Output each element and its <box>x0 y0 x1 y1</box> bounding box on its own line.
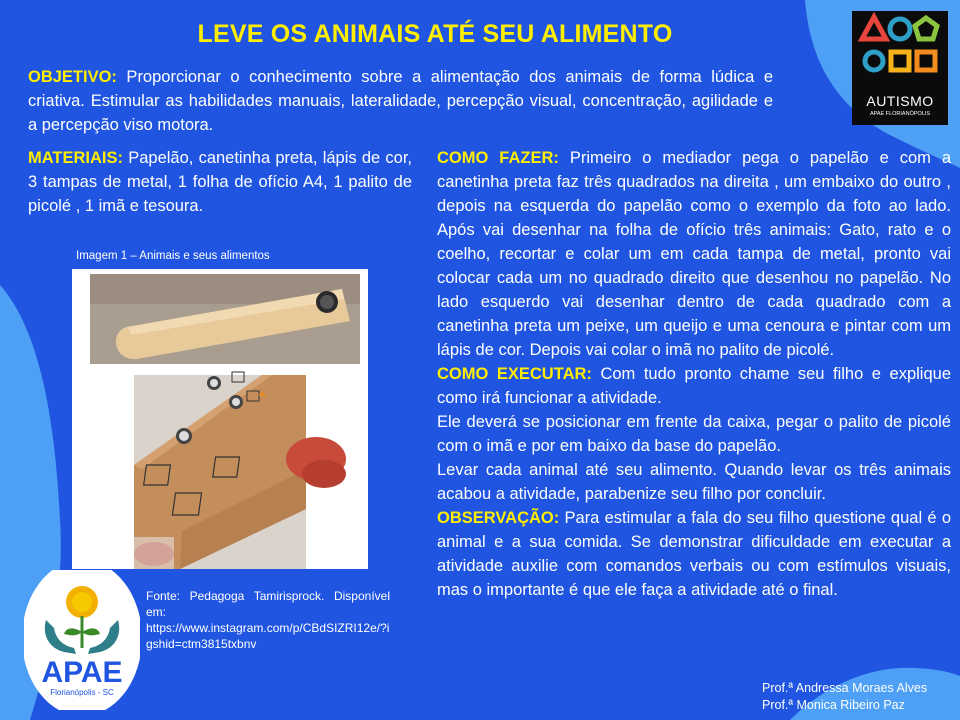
objetivo-label: OBJETIVO: <box>28 68 117 86</box>
observacao-label: OBSERVAÇÃO: <box>437 509 560 527</box>
observacao-text: Para estimular a fala do seu filho questione qual é o animal e a sua comida. Se demonstrar dificuldade em executar a atividade auxilie com comandos verbais ou com estímulos visuais, mas o importante é que ele faça a atividade até o final. <box>437 509 951 599</box>
autismo-logo-shapes <box>852 11 948 91</box>
autismo-logo <box>852 11 948 125</box>
image-caption: Imagem 1 – Animais e seus alimentos <box>76 250 270 262</box>
como-executar-line2: Ele deverá se posicionar em frente da caixa, pegar o palito de picolé com o imã e por em baixo da base do papelão. <box>437 413 951 455</box>
como-executar-paragraph <box>437 362 951 410</box>
como-executar-label: COMO EXECUTAR: <box>437 365 592 383</box>
objetivo-paragraph <box>28 65 773 137</box>
materiais-paragraph <box>28 146 412 218</box>
como-executar-line3: Levar cada animal até seu alimento. Quando levar os três animais acabou a atividade, parabenize seu filho por concluir. <box>437 461 951 503</box>
apae-logo-text: APAE <box>41 656 123 689</box>
como-executar-text: Com tudo pronto chame seu filho e explique como irá funcionar a atividade. <box>437 365 951 407</box>
autismo-logo-text: AUTISMO <box>866 93 934 109</box>
materiais-label: MATERIAIS: <box>28 149 124 167</box>
instructions-column <box>437 146 951 602</box>
apae-logo <box>24 570 140 710</box>
como-fazer-paragraph <box>437 146 951 362</box>
autismo-logo-subtext: APAE FLORIANÓPOLIS <box>869 111 931 117</box>
como-fazer-label: COMO FAZER: <box>437 149 559 167</box>
apae-logo-subtext: Florianópolis - SC <box>50 688 114 697</box>
page-title: LEVE OS ANIMAIS ATÉ SEU ALIMENTO <box>197 20 673 48</box>
authors <box>762 680 927 714</box>
como-fazer-text: Primeiro o mediador pega o papelão e com a canetinha preta faz três quadrados na direita , um embaixo do outro , depois na esquerda do papelão como o exemplo da foto ao lado. Após vai desenhar na folha de ofício três animais: Gato, rato e o coelho, recortar e colar um em cada tampa de metal, pronto vai colocar cada um no quadrado direito que desenhou no papelão. No lado esquerdo vai desenhar dentro de cada quadrado com a canetinha preta um peixe, um queijo e uma cenoura e pintar com um lápis de cor. Depois vai colar o imã no palito de picolé. <box>437 149 951 359</box>
source-text: Fonte: Pedagoga Tamirisprock. Disponível em: <box>146 589 390 619</box>
author-2: Prof.ª Monica Ribeiro Paz <box>762 698 905 712</box>
activity-photo <box>72 269 368 569</box>
source-citation <box>146 588 390 652</box>
materiais-text: Papelão, canetinha preta, lápis de cor, 3 tampas de metal, 1 folha de ofício A4, 1 palito de picolé , 1 imã e tesoura. <box>28 149 412 215</box>
author-1: Prof.ª Andressa Moraes Alves <box>762 681 928 695</box>
source-link[interactable]: https://www.instagram.com/p/CBdSIZRI12e/?igshid=ctm3815txbnv <box>146 621 390 651</box>
observacao-paragraph <box>437 506 951 602</box>
objetivo-text: Proporcionar o conhecimento sobre a alimentação dos animais de forma lúdica e criativa. Estimular as habilidades manuais, lateralidade, percepção visual, concentração, agilidade e a percepção viso motora. <box>28 68 773 134</box>
activity-photo-drawing <box>72 269 368 569</box>
